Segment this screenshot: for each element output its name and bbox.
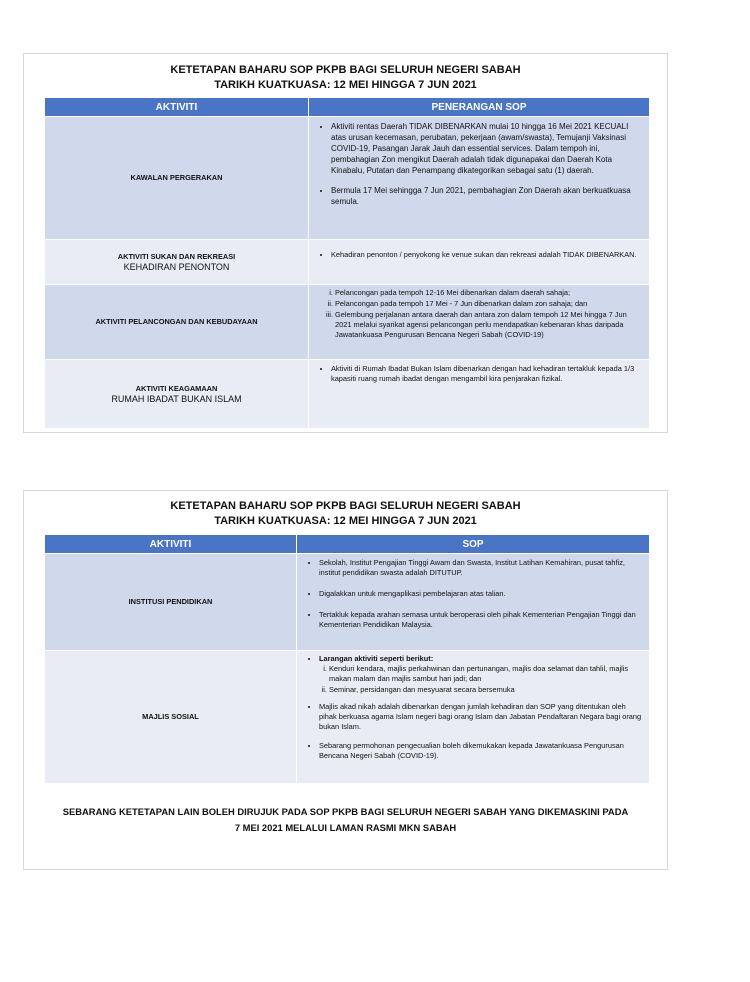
sop-panel-2 [23,490,668,870]
table-row [45,554,650,651]
activity-name: AKTIVITI PELANCONGAN DAN KEBUDAYAAN [95,317,258,326]
activity-subtitle: KEHADIRAN PENONTON [123,262,230,272]
activity-name: MAJLIS SOSIAL [142,712,199,721]
detail-cell [297,651,650,784]
footer-line-1: SEBARANG KETETAPAN LAIN BOLEH DIRUJUK PADA SOP PKPB BAGI SELURUH NEGERI SABAH YANG DIKEMASKINI PADA [62,806,629,817]
header-activity: AKTIVITI [45,98,309,117]
list-item: • Digalakkan untuk mengaplikasi pembelajaran atas talian. [319,589,643,599]
list-item: iii. Gelembung perjalanan antara daerah dan antara zon dalam tempoh 12 Mei hingga 7 Jun 2021 melalui syarikat agensi pelancongan perlu mendapatkan kebenaran khas daripada Jawatankuasa Pengurusan Bencana Negeri Sabah (COVID-19) [335,310,643,340]
detail-cell [309,360,650,429]
list-item: i. Kenduri kendara, majlis perkahwinan dan pertunangan, majlis doa selamat dan tahlil, majlis makan malam dan majlis sambut hari jadi; dan [329,664,643,684]
title-line-2: TARIKH KUATKUASA: 12 MEI HINGGA 7 JUN 2021 [214,515,477,527]
title-line-2: TARIKH KUATKUASA: 12 MEI HINGGA 7 JUN 2021 [214,79,477,91]
activity-name: AKTIVITI SUKAN DAN REKREASI [117,252,236,261]
activity-cell [45,360,309,429]
activity-name: KAWALAN PERGERAKAN [130,173,223,182]
detail-cell [297,554,650,651]
header-detail: SOP [297,535,650,554]
activity-name: INSTITUSI PENDIDIKAN [128,597,213,606]
title-line-1: KETETAPAN BAHARU SOP PKPB BAGI SELURUH NEGERI SABAH [170,64,521,76]
table-row [45,360,650,429]
table-row [45,240,650,285]
list-item: • Aktiviti di Rumah Ibadat Bukan Islam dibenarkan dengan had kehadiran tertakluk kepada 1/3 kapasiti ruang rumah ibadat dengan mengambil kira penjarakan fizikal. [331,364,643,384]
lead-text: Larangan aktiviti seperti berikut: [319,654,434,663]
activity-cell [45,117,309,240]
sop-table-1 [44,97,650,429]
sop-table-2 [44,534,650,784]
list-item: • Sekolah, Institut Pengajian Tinggi Awam dan Swasta, Institut Latihan Kemahiran, pusat tahfiz, institut pendidikan swasta adalah DITUTUP. [319,558,643,578]
sop-panel-1 [23,53,668,433]
list-item: • Majlis akad nikah adalah dibenarkan dengan jumlah kehadiran dan SOP yang ditentukan oleh pihak berkuasa agama Islam negeri bagi orang Islam dan Jabatan Pendaftaran Negara bagi orang bukan Islam. [319,702,643,732]
panel-title [24,499,667,529]
header-detail: PENERANGAN SOP [309,98,650,117]
activity-cell [45,285,309,360]
list-item: i. Pelancongan pada tempoh 12-16 Mei dibenarkan dalam daerah sahaja; [335,288,643,298]
list-item: • Sebarang permohonan pengecualian boleh dikemukakan kepada Jawatankuasa Pengurusan Bencana Negeri Sabah (COVID-19). [319,741,643,761]
list-item: • Aktiviti rentas Daerah TIDAK DIBENARKAN mulai 10 hingga 16 Mei 2021 KECUALI atas urusan kecemasan, perubatan, pekerjaan (awam/swasta), Temujanji Vaksinasi COVID-19, Pasangan Jarak Jauh dan essential services. Dalam tempoh ini, pembahagian Zon mengikut Daerah adalah tidak digunapakai dan Daerah Kota Kinabalu, Putatan dan Penampang dikategorikan sebagai satu (1) daerah. [331,121,643,176]
table-row [45,651,650,784]
detail-cell [309,285,650,360]
detail-cell [309,117,650,240]
activity-cell [45,651,297,784]
table-row [45,117,650,240]
list-item: • Kehadiran penonton / penyokong ke venue sukan dan rekreasi adalah TIDAK DIBENARKAN. [331,250,643,260]
detail-cell [309,240,650,285]
header-activity: AKTIVITI [45,535,297,554]
list-item: ii. Pelancongan pada tempoh 17 Mei - 7 Jun dibenarkan dalam zon sahaja; dan [335,299,643,309]
title-line-1: KETETAPAN BAHARU SOP PKPB BAGI SELURUH NEGERI SABAH [170,500,521,512]
list-item: ii. Seminar, persidangan dan mesyuarat secara bersemuka [329,685,643,695]
list-item: • Bermula 17 Mei sehingga 7 Jun 2021, pembahagian Zon Daerah akan berkuatkuasa semula. [331,185,643,207]
activity-cell [45,240,309,285]
activity-subtitle: RUMAH IBADAT BUKAN ISLAM [111,394,242,404]
activity-cell [45,554,297,651]
footer-line-2: 7 MEI 2021 MELALUI LAMAN RASMI MKN SABAH [234,822,457,833]
table-row [45,285,650,360]
panel-title [24,63,667,93]
footer-note [44,804,647,836]
list-item [319,654,643,664]
activity-name: AKTIVITI KEAGAMAAN [135,384,218,393]
list-item: • Tertakluk kepada arahan semasa untuk beroperasi oleh pihak Kementerian Pengajian Tinggi dan Kementerian Pendidikan Malaysia. [319,610,643,630]
